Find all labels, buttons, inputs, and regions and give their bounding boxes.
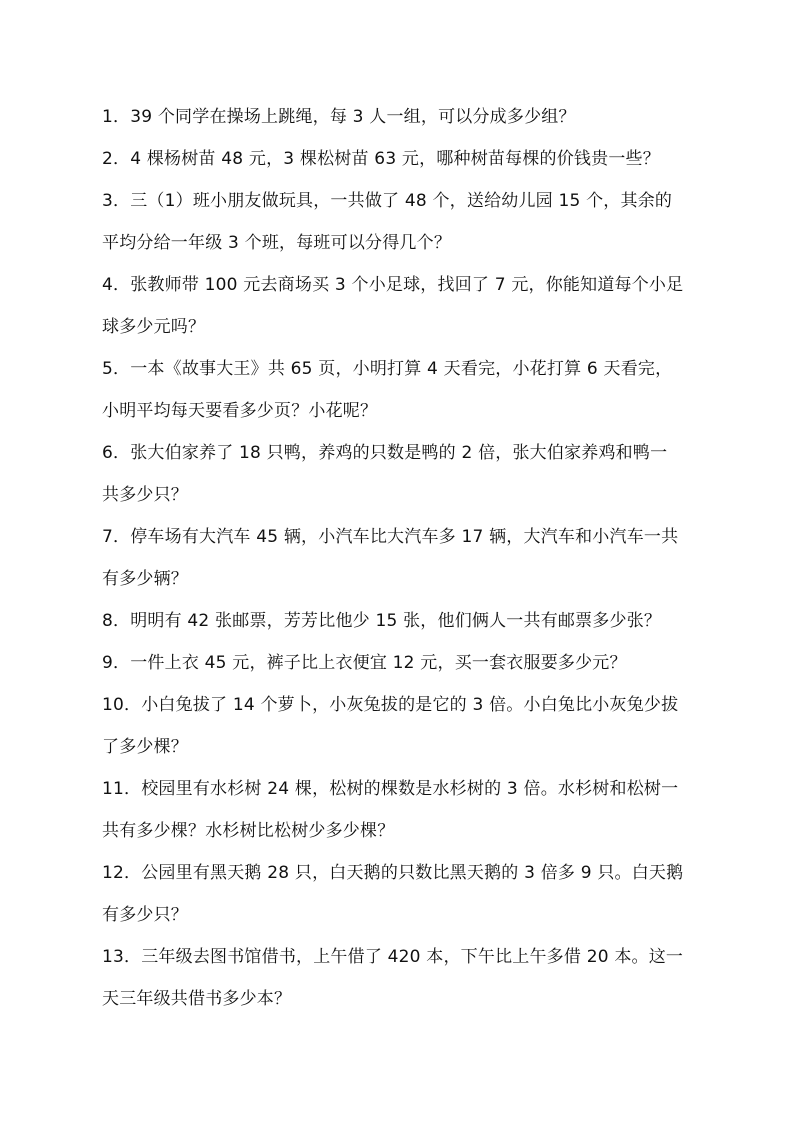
- problem-13-line-2: 天三年级共借书多少本？: [102, 989, 292, 1009]
- problem-1-line-1: 1．39 个同学在操场上跳绳，每 3 人一组，可以分成多少组？: [102, 107, 576, 127]
- problem-7-line-2: 有多少辆？: [102, 569, 188, 589]
- problem-4-line-1: 4．张教师带 100 元去商场买 3 个小足球，找回了 7 元，你能知道每个小足: [102, 275, 684, 295]
- problem-11-line-1: 11．校园里有水杉树 24 棵，松树的棵数是水杉树的 3 倍。水杉树和松树一: [102, 779, 679, 799]
- problem-12-line-2: 有多少只？: [102, 905, 188, 925]
- problem-5-line-1: 5．一本《故事大王》共 65 页，小明打算 4 天看完，小花打算 6 天看完，: [102, 359, 673, 379]
- problem-6-line-1: 6．张大伯家养了 18 只鸭，养鸡的只数是鸭的 2 倍，张大伯家养鸡和鸭一: [102, 443, 668, 463]
- problem-6-line-2: 共多少只？: [102, 485, 188, 505]
- problem-7-line-1: 7．停车场有大汽车 45 辆，小汽车比大汽车多 17 辆，大汽车和小汽车一共: [102, 527, 679, 547]
- problem-3-line-2: 平均分给一年级 3 个班，每班可以分得几个？: [102, 233, 452, 253]
- problem-12-line-1: 12．公园里有黑天鹅 28 只，白天鹅的只数比黑天鹅的 3 倍多 9 只。白天鹅: [102, 863, 684, 883]
- problem-11-line-2: 共有多少棵？水杉树比松树少多少棵？: [102, 821, 395, 841]
- problem-5-line-2: 小明平均每天要看多少页？小花呢？: [102, 401, 378, 421]
- problem-4-line-2: 球多少元吗？: [102, 317, 206, 337]
- problem-10-line-1: 10．小白兔拔了 14 个萝卜，小灰兔拔的是它的 3 倍。小白兔比小灰兔少拔: [102, 695, 679, 715]
- problem-9-line-1: 9．一件上衣 45 元，裤子比上衣便宜 12 元，买一套衣服要多少元？: [102, 653, 627, 673]
- problem-13-line-1: 13．三年级去图书馆借书，上午借了 420 本，下午比上午多借 20 本。这一: [102, 947, 684, 967]
- problem-3-line-1: 3．三（1）班小朋友做玩具，一共做了 48 个，送给幼儿园 15 个，其余的: [102, 191, 673, 211]
- problem-10-line-2: 了多少棵？: [102, 737, 188, 757]
- problem-2-line-1: 2．4 棵杨树苗 48 元，3 棵松树苗 63 元，哪种树苗每棵的价钱贵一些？: [102, 149, 660, 169]
- problem-8-line-1: 8．明明有 42 张邮票，芳芳比他少 15 张，他们俩人一共有邮票多少张？: [102, 611, 662, 631]
